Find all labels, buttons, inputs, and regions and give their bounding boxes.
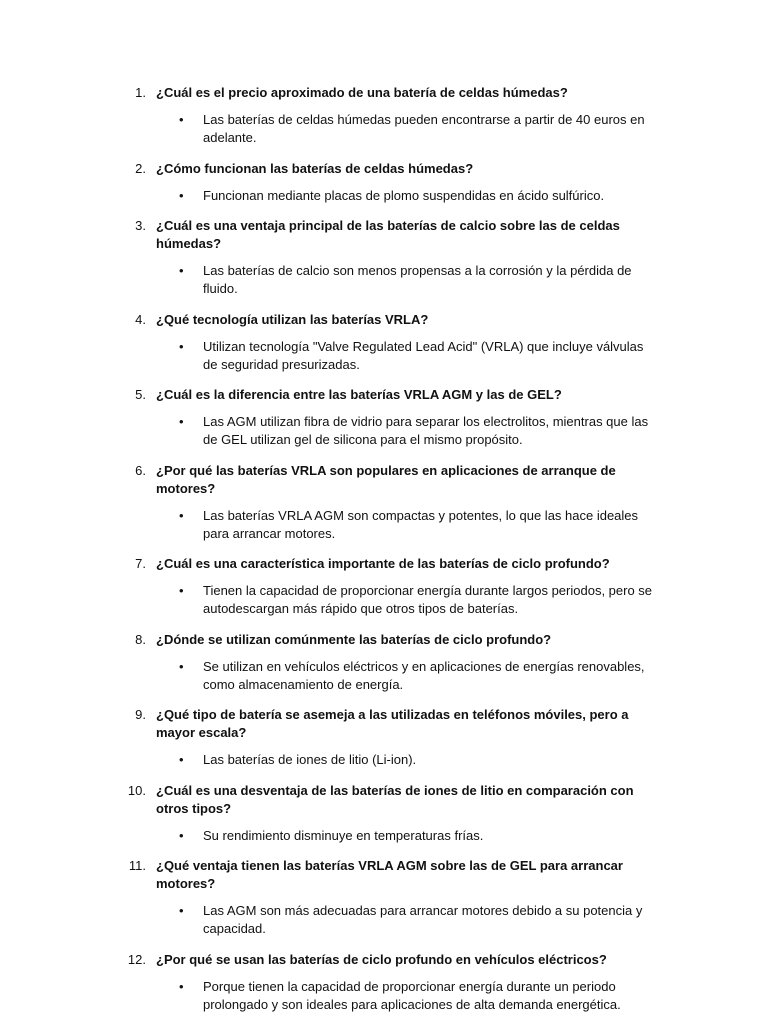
bullet-icon: •	[179, 903, 184, 918]
question-number: 8.	[135, 631, 146, 647]
answer	[0, 187, 658, 205]
answer	[0, 751, 658, 769]
question	[0, 555, 656, 573]
question-text: ¿Dónde se utilizan comúnmente las baterías de ciclo profundo?	[156, 631, 552, 647]
question-text: ¿Por qué las baterías VRLA son populares en aplicaciones de arranque de motores?	[156, 462, 616, 496]
answer	[0, 262, 658, 298]
question-text: ¿Qué tecnología utilizan las baterías VRLA?	[156, 311, 429, 327]
bullet-icon: •	[179, 112, 184, 127]
answer	[0, 658, 658, 694]
answer	[0, 902, 658, 938]
question	[0, 857, 656, 893]
question-number: 12.	[127, 951, 146, 967]
qa-item-1	[0, 84, 768, 147]
answer	[0, 582, 658, 618]
qa-item-11	[0, 857, 768, 938]
answer	[0, 507, 658, 543]
qa-item-6	[0, 462, 768, 543]
question	[0, 631, 656, 649]
bullet-icon: •	[179, 414, 184, 429]
answer-text: Las baterías de calcio son menos propensas a la corrosión y la pérdida de fluido.	[203, 263, 632, 296]
question-text: ¿Cuál es el precio aproximado de una batería de celdas húmedas?	[156, 85, 568, 100]
qa-list	[0, 84, 768, 1026]
question-text: ¿Cómo funcionan las baterías de celdas húmedas?	[156, 160, 474, 176]
question	[0, 311, 656, 329]
question	[0, 462, 656, 498]
answer-text: Su rendimiento disminuye en temperaturas frías.	[203, 827, 484, 843]
bullet-icon: •	[179, 263, 184, 278]
bullet-icon: •	[179, 507, 184, 523]
answer	[0, 111, 658, 147]
answer-text: Las baterías de iones de litio (Li-ion).	[203, 752, 417, 767]
question-text: ¿Qué ventaja tienen las baterías VRLA AGM sobre las de GEL para arrancar motores?	[156, 858, 623, 891]
answer	[0, 413, 658, 449]
question-number: 7.	[135, 556, 146, 571]
bullet-icon: •	[179, 583, 184, 598]
question-text: ¿Por qué se usan las baterías de ciclo profundo en vehículos eléctricos?	[156, 951, 607, 967]
answer	[0, 827, 658, 845]
qa-item-4	[0, 311, 768, 374]
question	[0, 386, 656, 404]
answer-text: Las AGM utilizan fibra de vidrio para separar los electrolitos, mientras que las de GEL utilizan gel de silicona para el mismo propósito.	[203, 414, 649, 447]
question	[0, 951, 656, 969]
bullet-icon: •	[179, 187, 184, 203]
answer-text: Se utilizan en vehículos eléctricos y en aplicaciones de energías renovables, como almacenamiento de energía.	[203, 658, 645, 692]
qa-item-5	[0, 386, 768, 449]
question	[0, 782, 656, 818]
qa-item-7	[0, 555, 768, 618]
answer-text: Las baterías VRLA AGM son compactas y potentes, lo que las hace ideales para arrancar motores.	[203, 507, 639, 541]
qa-item-10	[0, 782, 768, 845]
answer-text: Porque tienen la capacidad de proporcionar energía durante un periodo prolongado y son ideales para aplicaciones de alta demanda energética.	[203, 978, 621, 1012]
question	[0, 217, 656, 253]
bullet-icon: •	[179, 658, 184, 674]
question	[0, 160, 656, 178]
question-number: 2.	[135, 160, 146, 176]
answer-text: Utilizan tecnología "Valve Regulated Lead Acid" (VRLA) que incluye válvulas de seguridad presurizadas.	[203, 338, 644, 372]
question-number: 6.	[135, 462, 146, 478]
question-text: ¿Cuál es una desventaja de las baterías de iones de litio en comparación con otros tipos?	[156, 782, 634, 816]
qa-item-2	[0, 160, 768, 205]
question-number: 10.	[127, 782, 146, 798]
answer-text: Tienen la capacidad de proporcionar energía durante largos periodos, pero se autodescargan más rápido que otros tipos de baterías.	[203, 583, 653, 616]
question-number: 3.	[135, 218, 146, 233]
answer	[0, 978, 658, 1014]
qa-item-9	[0, 706, 768, 769]
question-number: 9.	[135, 707, 146, 722]
bullet-icon: •	[179, 338, 184, 354]
question-text: ¿Qué tipo de batería se asemeja a las utilizadas en teléfonos móviles, pero a mayor escala?	[156, 707, 629, 740]
qa-item-8	[0, 631, 768, 694]
question-number: 11.	[128, 858, 146, 873]
answer-text: Las baterías de celdas húmedas pueden encontrarse a partir de 40 euros en adelante.	[203, 112, 645, 145]
answer	[0, 338, 658, 374]
question-text: ¿Cuál es una característica importante de las baterías de ciclo profundo?	[156, 556, 610, 571]
qa-item-12	[0, 951, 768, 1014]
question	[0, 706, 656, 742]
question-number: 5.	[135, 387, 146, 402]
bullet-icon: •	[179, 827, 184, 843]
bullet-icon: •	[179, 978, 184, 994]
question-text: ¿Cuál es la diferencia entre las baterías VRLA AGM y las de GEL?	[156, 387, 562, 402]
question-text: ¿Cuál es una ventaja principal de las baterías de calcio sobre las de celdas húmedas?	[156, 218, 620, 251]
question	[0, 84, 656, 102]
question-number: 1.	[135, 85, 146, 100]
answer-text: Las AGM son más adecuadas para arrancar motores debido a su potencia y capacidad.	[203, 903, 643, 936]
question-number: 4.	[135, 311, 146, 327]
answer-text: Funcionan mediante placas de plomo suspendidas en ácido sulfúrico.	[203, 187, 605, 203]
qa-item-3	[0, 217, 768, 298]
bullet-icon: •	[179, 752, 184, 767]
